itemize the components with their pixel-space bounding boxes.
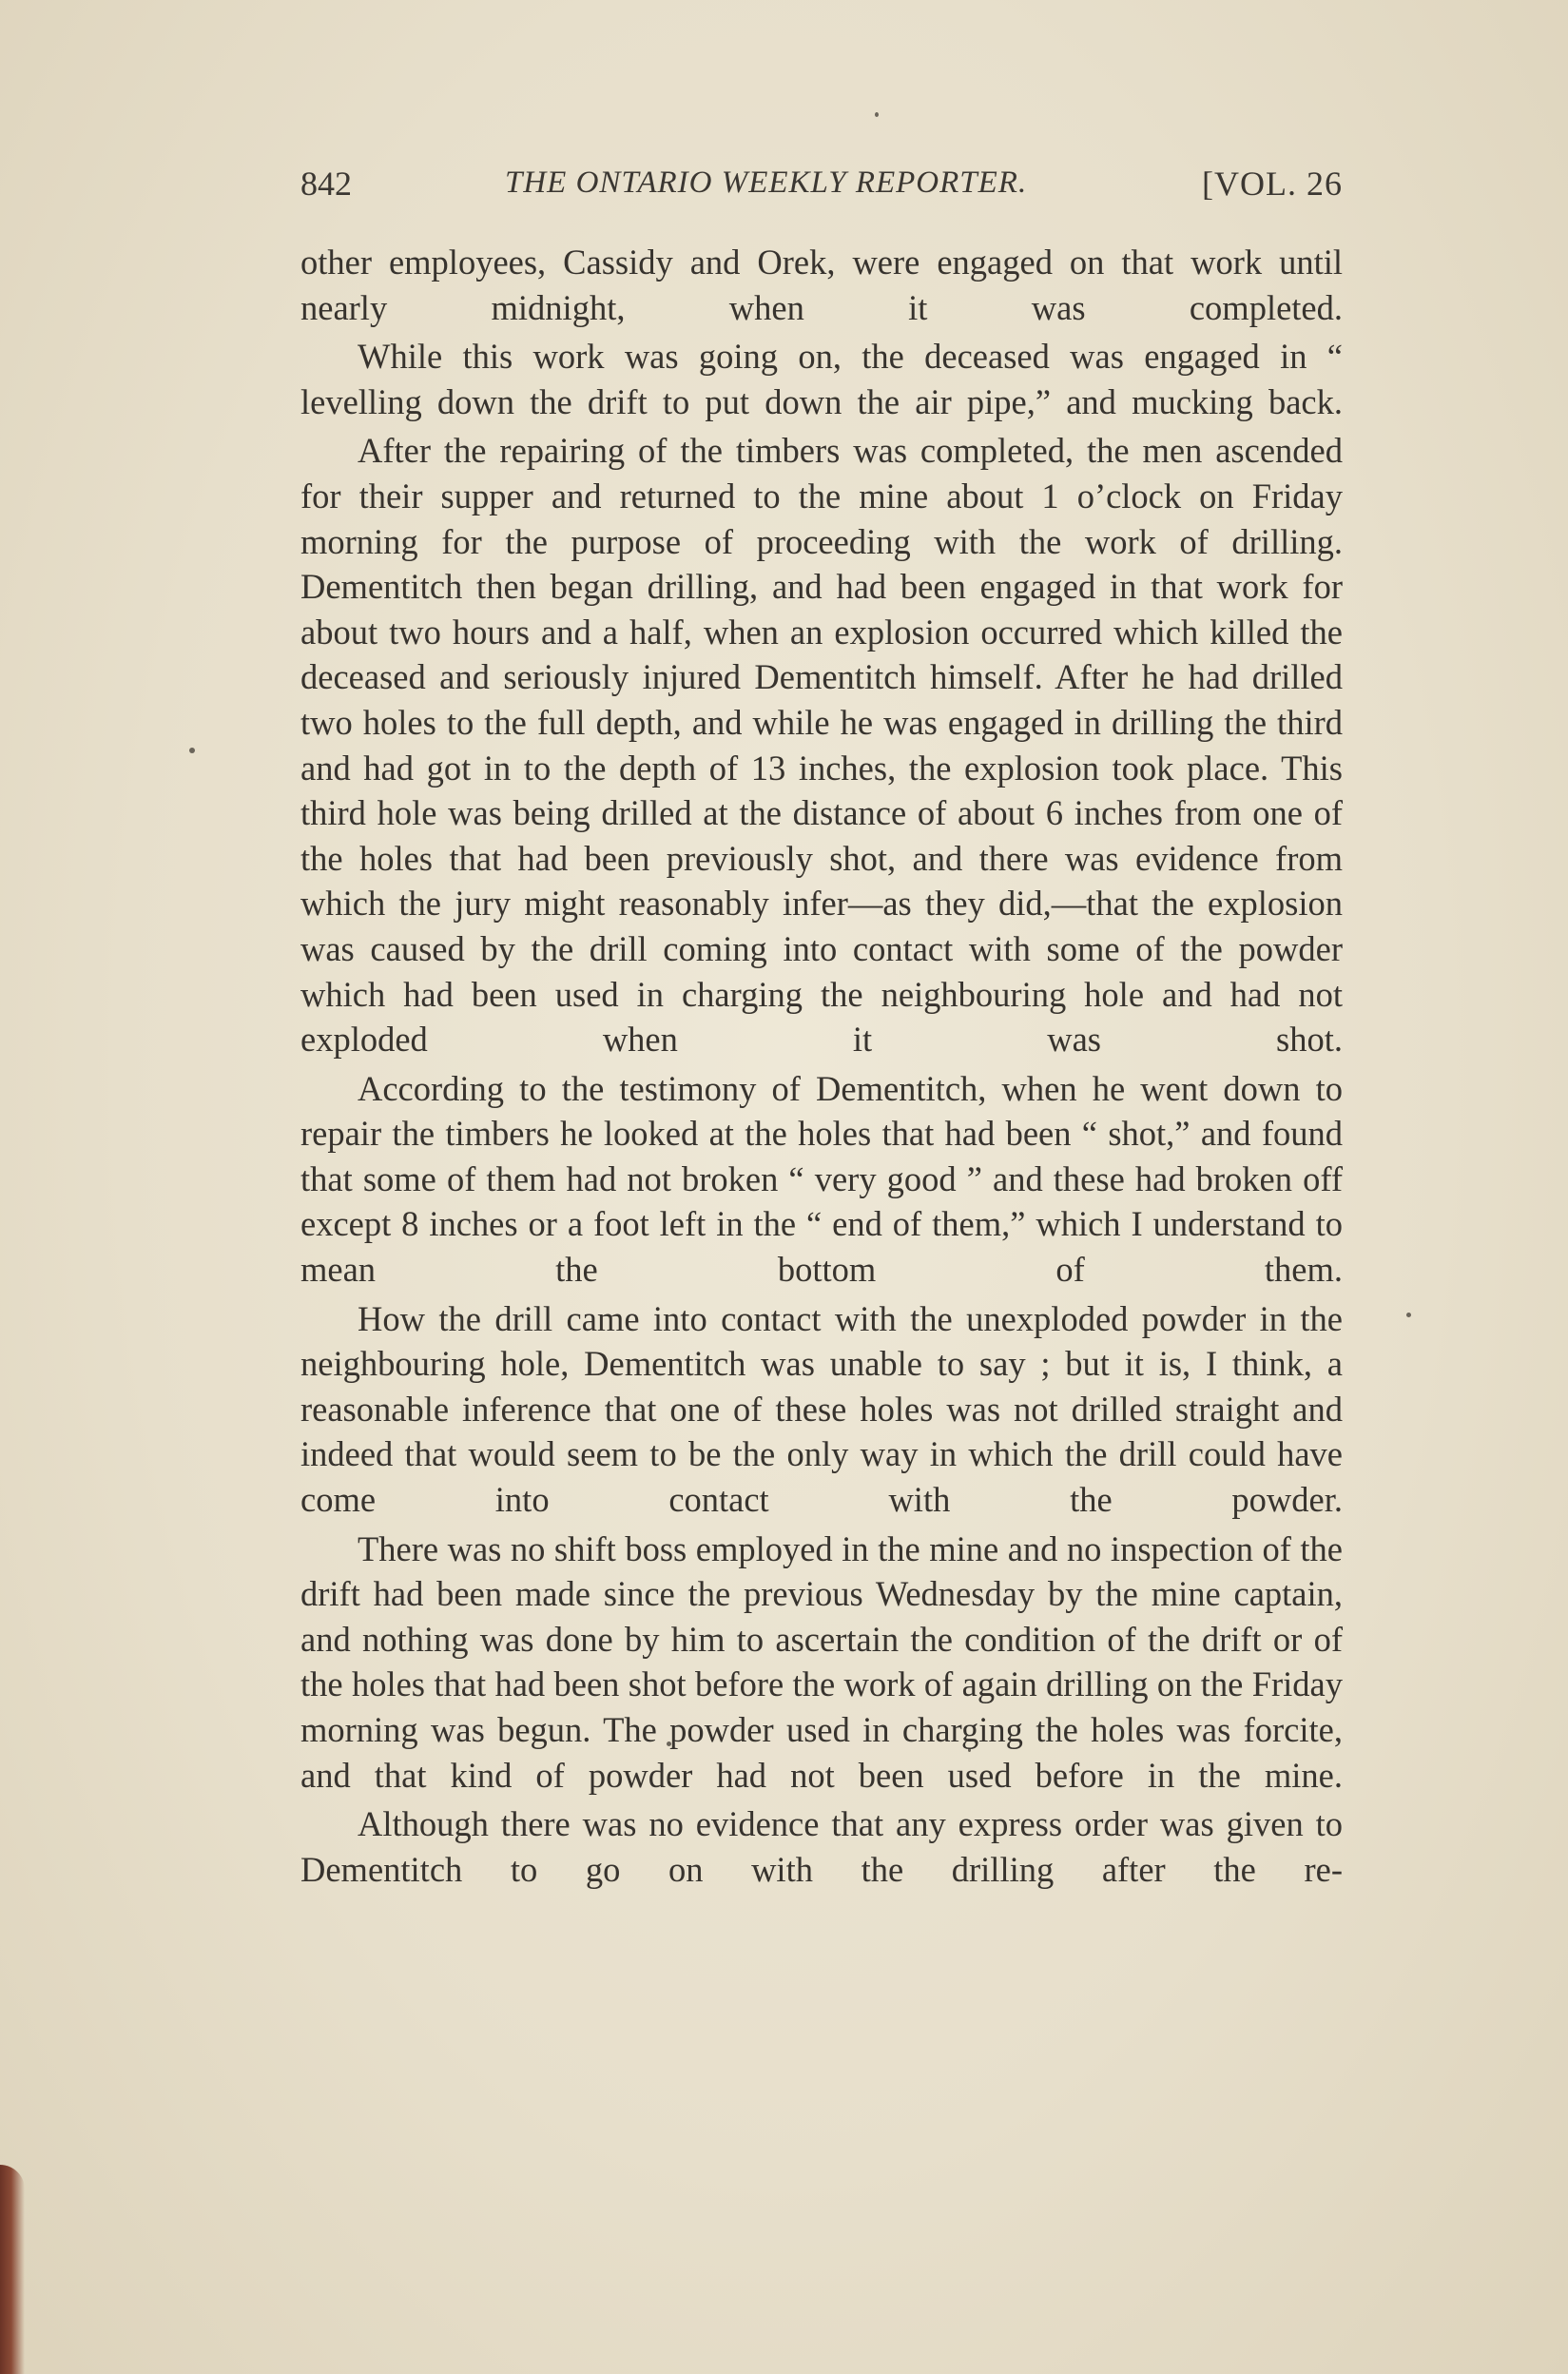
- page-number: 842: [300, 165, 352, 203]
- paragraph-3: After the repairing of the timbers was completed, the men ascended for their supper and returned to the mine about 1 o’clock on Friday morning for the purpose of proceeding with the work of drilling. Dementitch then began drilling, and had been engaged in that work for about two hours and a half, when an explosion occurred which killed the deceased and seriously injured Dementitch himself. After he had drilled two holes to the full depth, and while he was engaged in drilling the third and had got in to the depth of 13 inches, the explosion took place. This third hole was being drilled at the distance of about 6 inches from one of the holes that had been previously shot, and there was evidence from which the jury might reasonably infer—as they did,—that the explosion was caused by the drill coming into contact with some of the powder which had been used in charging the neighbouring hole and had not exploded when it was shot.: [300, 431, 1343, 1060]
- volume-label: [VOL. 26: [1202, 165, 1343, 203]
- paragraph-6: There was no shift boss employed in the mine and no inspection of the drift had been made since the previous Wednesday by the mine captain, and nothing was done by him to ascertain the condition of the drift or of the holes that had been shot before the work of again drilling on the Friday morning was begun. The powder used in charging the holes was forcite, and that kind of powder had not been used before in the mine.: [300, 1528, 1343, 1795]
- paragraph-5: How the drill came into contact with the unexploded powder in the neighbouring hole, Dementitch was unable to say ; but it is, I think, a reasonable inference that one of these holes was not drilled straight and indeed that would seem to be the only way in which the drill could have come into contact with the powder.: [300, 1298, 1343, 1520]
- paragraph-4: According to the testimony of Dementitch, when he went down to repair the timbers he looked at the holes that had been “ shot,” and found that some of them had not broken “ very good ” and these had broken off except 8 inches or a foot left in the “ end of them,” which I understand to mean the bottom of them.: [300, 1068, 1343, 1290]
- page-edge-stain: [0, 2165, 25, 2374]
- paper-speck: [1406, 1313, 1411, 1317]
- paper-speck: [875, 112, 879, 117]
- paragraph-1: other employees, Cassidy and Orek, were engaged on that work until nearly midnight, when it was completed.: [300, 243, 1343, 327]
- body-text: [300, 240, 1343, 1896]
- paragraph-2: While this work was going on, the deceased was engaged in “ levelling down the drift to put down the air pipe,” and mucking back.: [300, 337, 1343, 421]
- paragraph-7: Although there was no evidence that any express order was given to Dementitch to go on with the drilling after the re-: [300, 1804, 1343, 1889]
- page-header: [300, 160, 1343, 217]
- paper-speck: [189, 748, 195, 753]
- running-title: THE ONTARIO WEEKLY REPORTER.: [505, 165, 1028, 200]
